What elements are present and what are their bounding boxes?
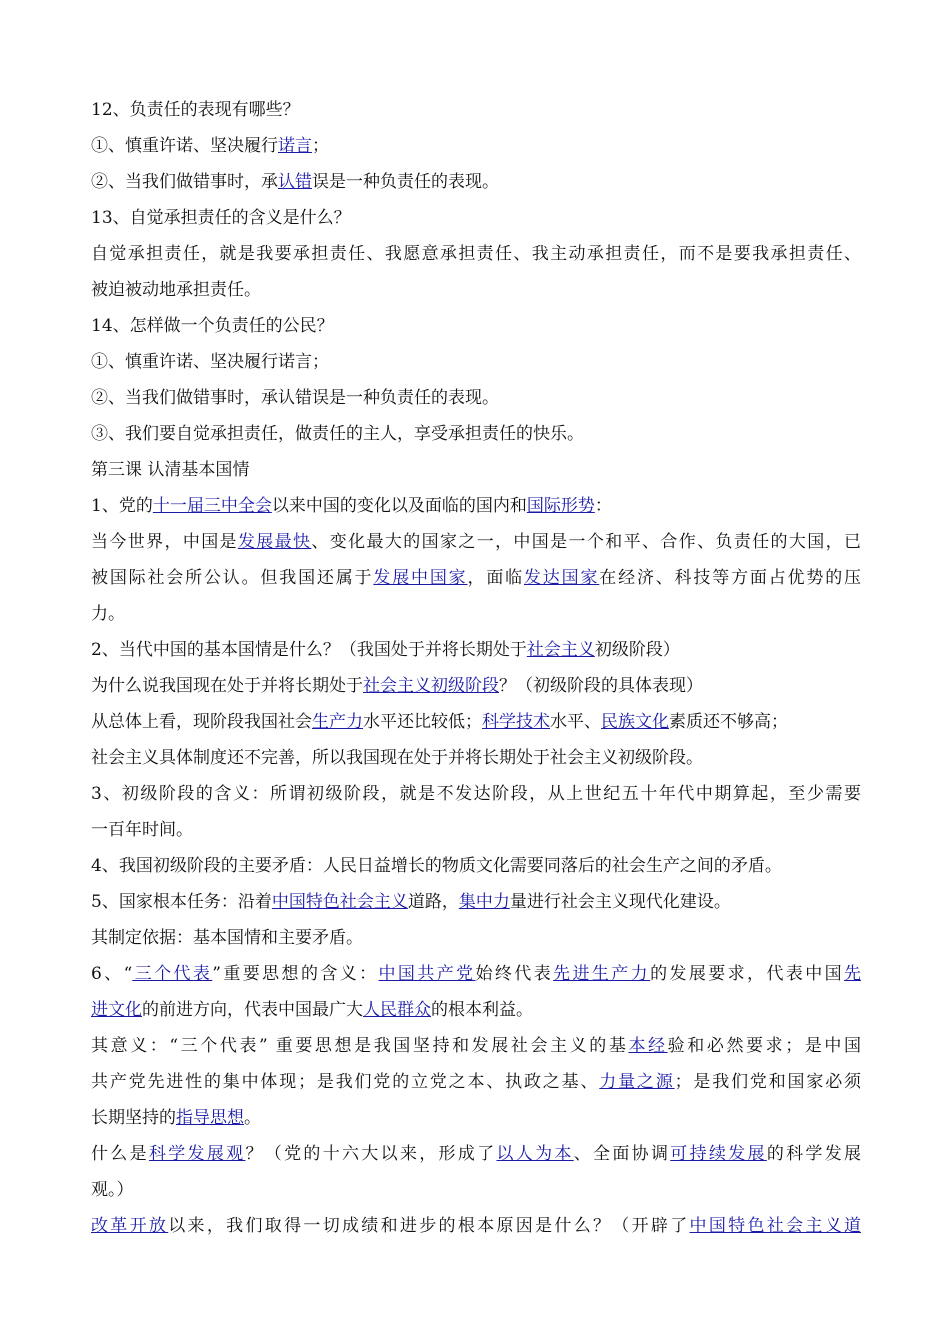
text-segment: 社会主义具体制度还不完善，所以我国现在处于并将长期处于社会主义初级阶段。 — [91, 748, 703, 768]
text-segment: 2、当代中国的基本国情是什么？（我国处于并将长期处于 — [91, 640, 527, 660]
keyword-link[interactable]: 十一届三中全会 — [152, 496, 272, 516]
text-line — [91, 236, 861, 272]
text-segment: 在经济、科技等方面占优势的压 — [599, 568, 861, 588]
text-segment: 3、初级阶段的含义：所谓初级阶段，就是不发达阶段，从上世纪五十年代中期算起，至少需要 — [91, 784, 861, 804]
text-segment: 1、党的 — [91, 496, 153, 516]
text-line — [91, 740, 861, 776]
text-line — [91, 308, 861, 344]
text-line — [91, 380, 861, 416]
keyword-link[interactable]: 生产力 — [312, 712, 363, 732]
text-line — [91, 812, 861, 848]
text-segment: 的前进方向，代表中国最广大 — [142, 1000, 363, 1020]
text-segment: 从总体上看，现阶段我国社会 — [91, 712, 312, 732]
text-segment: ”重要思想的含义： — [212, 964, 379, 984]
keyword-link[interactable]: 中国特色社会主义道 — [689, 1216, 861, 1236]
keyword-link[interactable]: 中国特色社会主义 — [271, 892, 408, 912]
text-segment: 的科学发展 — [766, 1144, 861, 1164]
text-segment: ？（初级阶段的具体表现） — [499, 676, 703, 696]
text-segment: 、变化最大的国家之一，中国是一个和平、合作、负责任的大国，已 — [311, 532, 861, 552]
text-line — [91, 1064, 861, 1100]
text-segment: ？（党的十六大以来，形成了 — [245, 1144, 497, 1164]
keyword-link[interactable]: 集中力 — [458, 892, 510, 912]
text-segment: ②、当我们做错事时，承认错误是一种负责任的表现。 — [91, 388, 499, 408]
text-line — [91, 1100, 861, 1136]
text-segment: 水平、 — [550, 712, 601, 732]
keyword-link[interactable]: 社会主义初级阶段 — [363, 676, 499, 696]
text-segment: 始终代表 — [475, 964, 554, 984]
text-line — [91, 848, 861, 884]
text-segment: 当今世界，中国是 — [91, 532, 238, 552]
text-segment: ②、当我们做错事时，承 — [91, 172, 278, 192]
text-segment: 的发展要求，代表中国 — [650, 964, 845, 984]
text-segment: 13、自觉承担责任的含义是什么？ — [91, 208, 351, 228]
text-segment: ①、慎重许诺、坚决履行 — [91, 136, 278, 156]
text-segment: ①、慎重许诺、坚决履行诺言； — [91, 352, 329, 372]
text-line — [91, 920, 861, 956]
text-segment: 水平还比较低； — [363, 712, 482, 732]
text-line — [91, 344, 861, 380]
text-line — [91, 524, 861, 560]
text-segment: 、全面协调 — [573, 1144, 671, 1164]
keyword-link[interactable]: 国际形势 — [526, 496, 595, 516]
text-line — [91, 956, 861, 992]
text-line — [91, 992, 861, 1028]
text-segment: 验和必然要求；是中国 — [667, 1036, 861, 1056]
keyword-link[interactable]: 先 — [844, 964, 861, 984]
keyword-link[interactable]: 中国共产党 — [378, 964, 476, 984]
text-segment: 量进行社会主义现代化建设。 — [509, 892, 731, 912]
text-segment: 初级阶段） — [594, 640, 680, 660]
keyword-link[interactable]: 发展中国家 — [373, 568, 468, 588]
keyword-link[interactable]: 科学发展观 — [148, 1144, 246, 1164]
keyword-link[interactable]: 力量之源 — [599, 1072, 675, 1092]
text-segment: 12、负责任的表现有哪些？ — [91, 100, 300, 120]
document-page — [91, 92, 861, 1244]
text-segment: ； — [312, 136, 329, 156]
keyword-link[interactable]: 三个代表 — [132, 964, 213, 984]
text-segment: 第三课 认清基本国情 — [91, 460, 250, 480]
text-line — [91, 1028, 861, 1064]
keyword-link[interactable]: 诺言 — [278, 136, 312, 156]
text-segment: 5、国家根本任务：沿着 — [91, 892, 272, 912]
text-line — [91, 416, 861, 452]
text-segment: 的根本利益。 — [431, 1000, 533, 1020]
text-segment: 素质还不够高； — [669, 712, 788, 732]
keyword-link[interactable]: 先进生产力 — [553, 964, 651, 984]
text-segment: 以来中国的变化以及面临的国内和 — [271, 496, 527, 516]
text-segment: 长期坚持的 — [91, 1108, 176, 1128]
text-line — [91, 128, 861, 164]
text-line — [91, 776, 861, 812]
text-segment: 其制定依据：基本国情和主要矛盾。 — [91, 928, 363, 948]
text-segment: 什么是 — [91, 1144, 149, 1164]
text-segment: ③、我们要自觉承担责任，做责任的主人，享受承担责任的快乐。 — [91, 424, 584, 444]
text-line — [91, 704, 861, 740]
keyword-link[interactable]: 社会主义 — [526, 640, 595, 660]
text-line — [91, 884, 861, 920]
keyword-link[interactable]: 人民群众 — [363, 1000, 431, 1020]
text-line — [91, 668, 861, 704]
text-segment: ，面临 — [467, 568, 524, 588]
text-line — [91, 92, 861, 128]
text-segment: 4、我国初级阶段的主要矛盾：人民日益增长的物质文化需要同落后的社会生产之间的矛盾。 — [91, 856, 782, 876]
text-segment: 被迫被动地承担责任。 — [91, 280, 261, 300]
keyword-link[interactable]: 民族文化 — [601, 712, 669, 732]
text-segment: 一百年时间。 — [91, 820, 193, 840]
keyword-link[interactable]: 发达国家 — [523, 568, 600, 588]
text-line — [91, 596, 861, 632]
text-line — [91, 1136, 861, 1172]
keyword-link[interactable]: 发展最快 — [237, 532, 312, 552]
text-segment: 误是一种负责任的表现。 — [312, 172, 499, 192]
text-segment: 6、“ — [91, 964, 133, 984]
keyword-link[interactable]: 指导思想 — [176, 1108, 244, 1128]
text-segment: ；是我们党和国家必须 — [674, 1072, 861, 1092]
text-segment: 其意义：“三个代表” 重要思想是我国坚持和发展社会主义的基 — [91, 1036, 629, 1056]
text-line — [91, 1208, 861, 1244]
text-line — [91, 452, 861, 488]
text-segment: 自觉承担责任，就是我要承担责任、我愿意承担责任、我主动承担责任，而不是要我承担责任、 — [91, 244, 861, 264]
text-segment: 力。 — [91, 604, 125, 624]
text-segment: 以来，我们取得一切成绩和进步的根本原因是什么？（开辟了 — [168, 1216, 690, 1236]
text-line — [91, 200, 861, 236]
text-segment: 共产党先进性的集中体现；是我们党的立党之本、执政之基、 — [91, 1072, 600, 1092]
text-segment: 道路， — [407, 892, 459, 912]
text-segment: ： — [594, 496, 612, 516]
text-line — [91, 560, 861, 596]
text-segment: 被国际社会所公认。但我国还属于 — [91, 568, 374, 588]
text-line — [91, 164, 861, 200]
keyword-link[interactable]: 科学技术 — [482, 712, 550, 732]
keyword-link[interactable]: 以人为本 — [496, 1144, 574, 1164]
text-line — [91, 1172, 861, 1208]
keyword-link[interactable]: 进文化 — [91, 1000, 142, 1020]
keyword-link[interactable]: 本经 — [628, 1036, 668, 1056]
text-segment: 。 — [244, 1108, 261, 1128]
text-line — [91, 488, 861, 524]
keyword-link[interactable]: 认错 — [278, 172, 312, 192]
text-segment: 为什么说我国现在处于并将长期处于 — [91, 676, 363, 696]
text-line — [91, 272, 861, 308]
keyword-link[interactable]: 改革开放 — [91, 1216, 169, 1236]
keyword-link[interactable]: 可持续发展 — [670, 1144, 767, 1164]
text-segment: 14、怎样做一个负责任的公民？ — [91, 316, 334, 336]
text-segment: 观。） — [91, 1180, 134, 1200]
text-line — [91, 632, 861, 668]
